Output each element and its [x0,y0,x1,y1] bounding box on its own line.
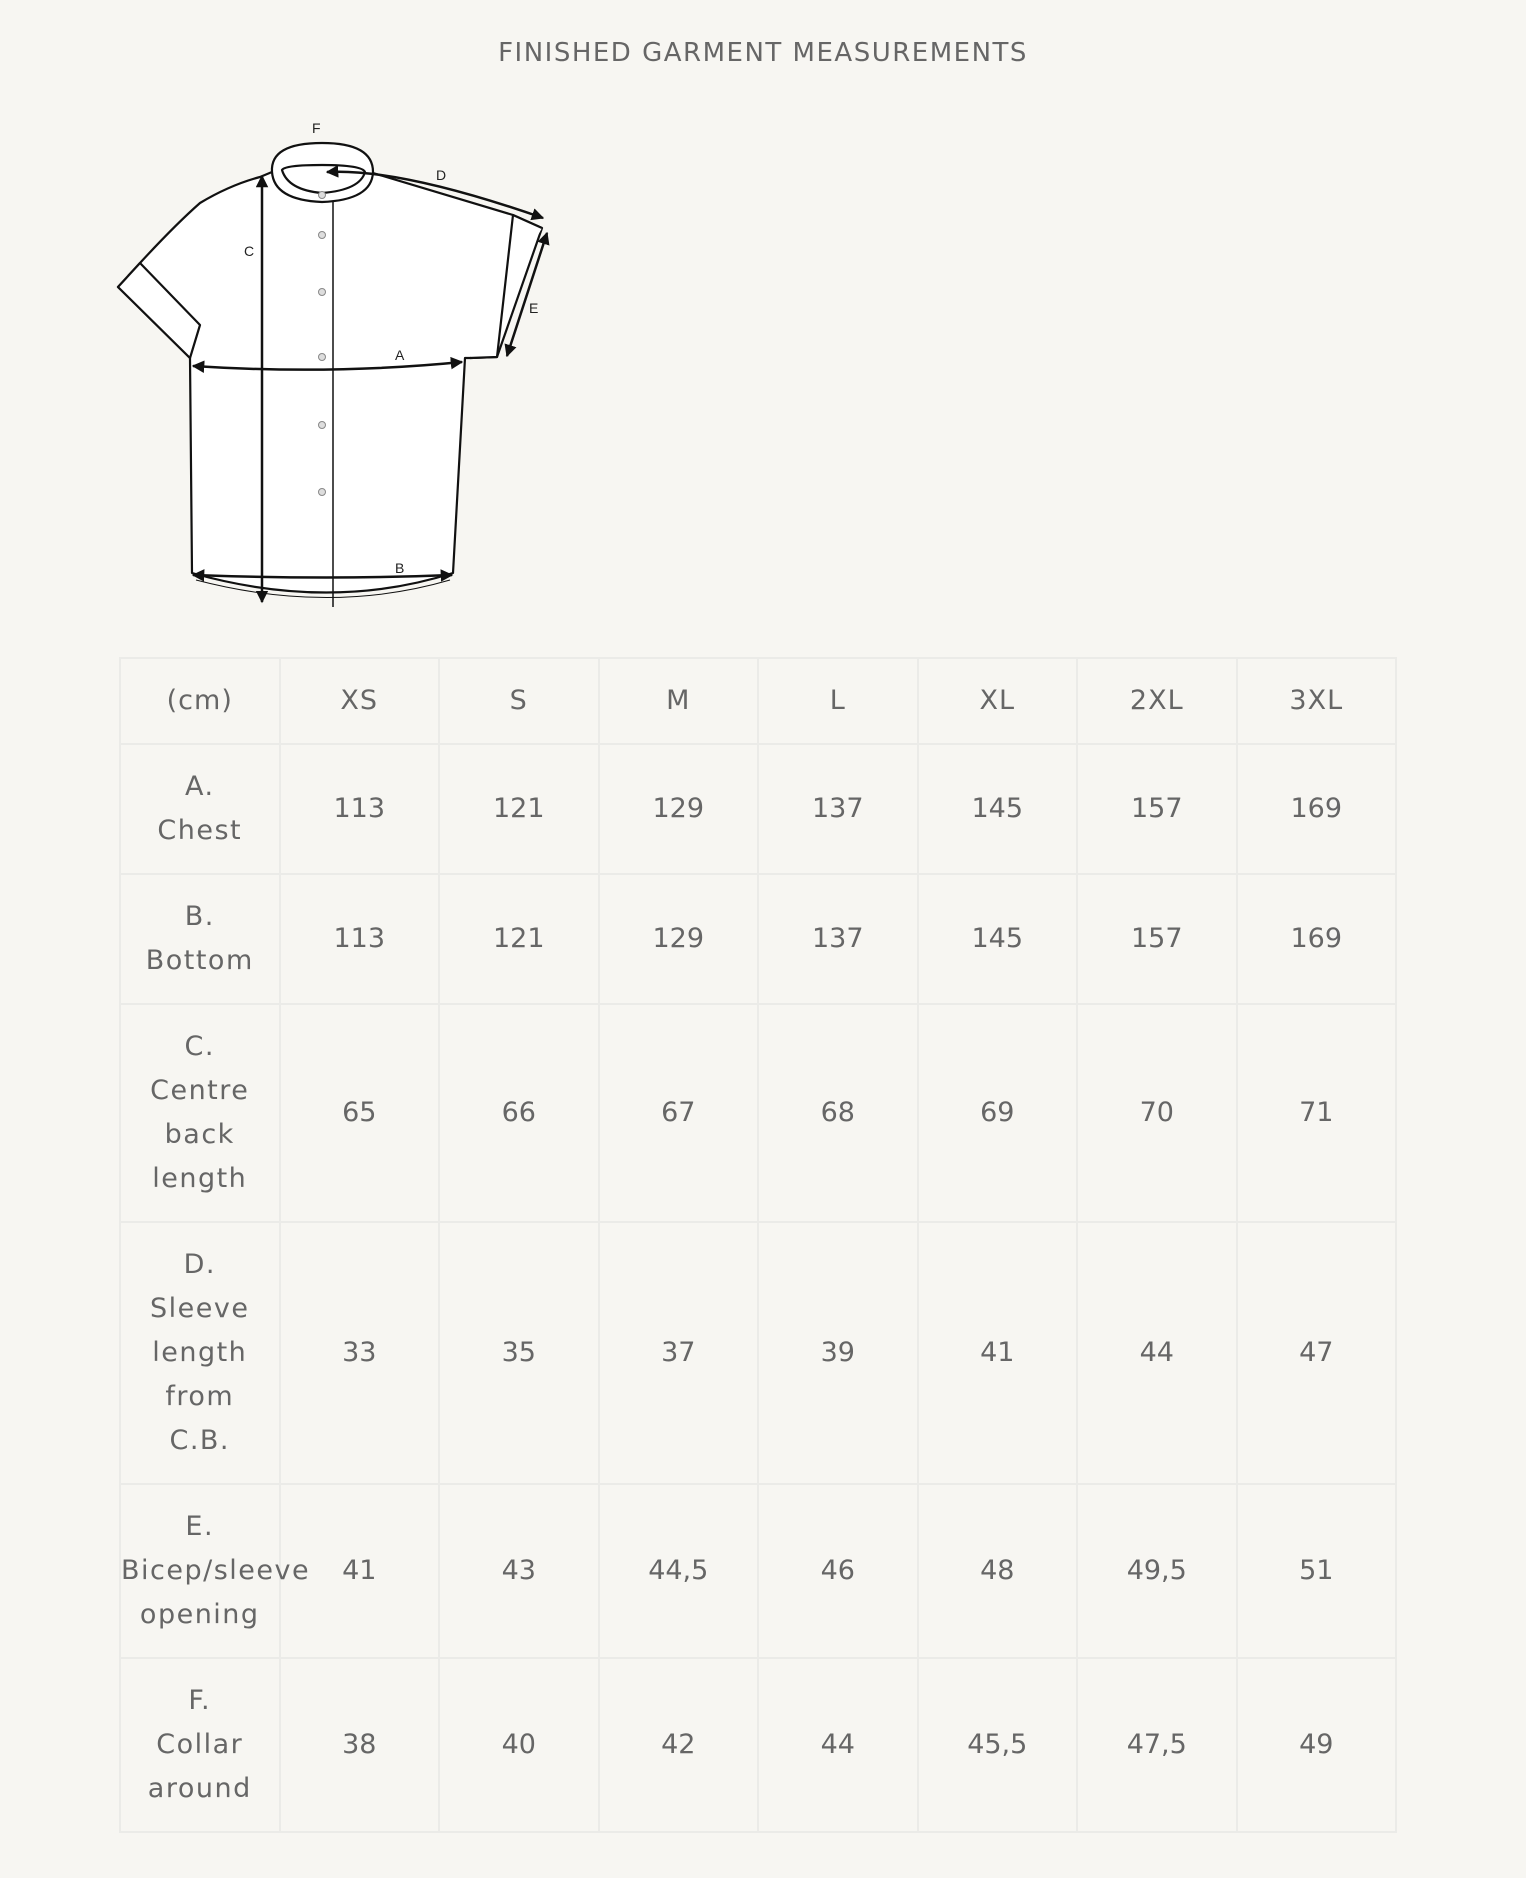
measurement-cell: 121 [439,744,599,874]
label-d: D [436,167,447,183]
measurement-cell: 113 [280,744,440,874]
measurement-cell: 46 [758,1484,918,1658]
table-row [120,1004,1396,1222]
measurement-cell: 37 [599,1222,759,1484]
measurement-cell: 169 [1237,744,1397,874]
measurement-cell: 70 [1077,1004,1237,1222]
measurement-cell: 40 [439,1658,599,1832]
measurement-cell: 51 [1237,1484,1397,1658]
table-row [120,1658,1396,1832]
size-header: XS [280,658,440,744]
measurement-cell: 41 [280,1484,440,1658]
size-header: 2XL [1077,658,1237,744]
measurement-cell: 47,5 [1077,1658,1237,1832]
page-title: FINISHED GARMENT MEASUREMENTS [498,38,1028,68]
measurement-cell: 35 [439,1222,599,1484]
measurement-cell: 121 [439,874,599,1004]
unit-header: (cm) [120,658,280,744]
table-row [120,744,1396,874]
measurement-cell: 47 [1237,1222,1397,1484]
measurement-cell: 145 [918,744,1078,874]
measurement-cell: 129 [599,744,759,874]
measurement-cell: 44 [1077,1222,1237,1484]
measurement-cell: 137 [758,744,918,874]
measurement-cell: 44 [758,1658,918,1832]
table-row [120,1484,1396,1658]
measurement-cell: 157 [1077,744,1237,874]
measurement-cell: 38 [280,1658,440,1832]
table-row [120,874,1396,1004]
shirt-measurement-diagram [0,0,600,640]
label-f: F [312,120,321,136]
measurement-cell: 41 [918,1222,1078,1484]
label-a: A [395,347,405,363]
row-label: D. Sleeve length from C.B. [120,1222,280,1484]
measurement-cell: 67 [599,1004,759,1222]
table-header-row [120,658,1396,744]
size-header: L [758,658,918,744]
size-header: S [439,658,599,744]
measurement-cell: 69 [918,1004,1078,1222]
measurement-cell: 49 [1237,1658,1397,1832]
row-label: E. Bicep/sleeve opening [120,1484,280,1658]
table-row [120,1222,1396,1484]
size-header: XL [918,658,1078,744]
measurement-cell: 157 [1077,874,1237,1004]
measurement-cell: 65 [280,1004,440,1222]
measurement-cell: 145 [918,874,1078,1004]
measurement-cell: 113 [280,874,440,1004]
measurement-cell: 39 [758,1222,918,1484]
label-b: B [395,560,405,576]
measurement-cell: 71 [1237,1004,1397,1222]
label-e: E [529,300,539,316]
measurement-cell: 48 [918,1484,1078,1658]
measurement-cell: 169 [1237,874,1397,1004]
measurement-cell: 49,5 [1077,1484,1237,1658]
row-label: C. Centre back length [120,1004,280,1222]
shirt-outline [118,143,542,607]
measurement-cell: 33 [280,1222,440,1484]
measurement-cell: 68 [758,1004,918,1222]
row-label: F. Collar around [120,1658,280,1832]
measurements-table [119,657,1397,1833]
measurement-cell: 45,5 [918,1658,1078,1832]
row-label: B. Bottom [120,874,280,1004]
row-label: A. Chest [120,744,280,874]
measurement-cell: 66 [439,1004,599,1222]
label-c: C [244,243,255,259]
measurement-cell: 137 [758,874,918,1004]
measurement-cell: 43 [439,1484,599,1658]
measurement-cell: 44,5 [599,1484,759,1658]
measurement-cell: 42 [599,1658,759,1832]
size-header: 3XL [1237,658,1397,744]
size-header: M [599,658,759,744]
measurement-cell: 129 [599,874,759,1004]
